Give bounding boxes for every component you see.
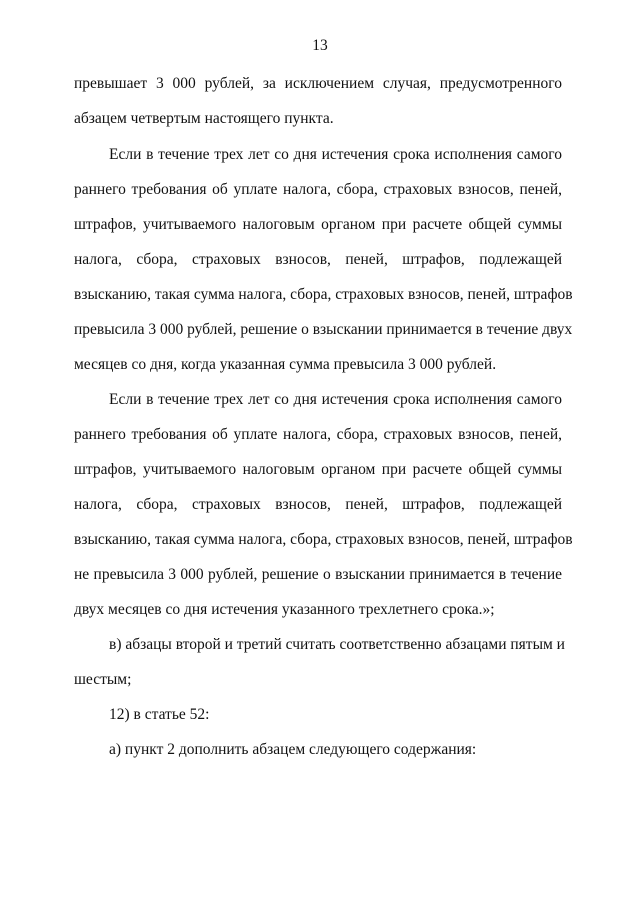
text-line: налога, сбора, страховых взносов, пеней, штрафов, подлежащей: [74, 496, 562, 513]
text-line: в) абзацы второй и третий считать соответственно абзацами пятым и: [109, 636, 565, 653]
text-line: двух месяцев со дня истечения указанного трехлетнего срока.»;: [74, 601, 495, 618]
text-line: месяцев со дня, когда указанная сумма превысила 3 000 рублей.: [74, 356, 497, 373]
text-line: не превысила 3 000 рублей, решение о взыскании принимается в течение: [74, 566, 562, 583]
text-line: штрафов, учитываемого налоговым органом при расчете общей суммы: [74, 216, 562, 233]
text-line: абзацем четвертым настоящего пункта.: [74, 110, 334, 127]
text-line: раннего требования об уплате налога, сбора, страховых взносов, пеней,: [74, 426, 562, 443]
text-line: взысканию, такая сумма налога, сбора, страховых взносов, пеней, штрафов: [74, 286, 573, 303]
text-line: превысила 3 000 рублей, решение о взыскании принимается в течение двух: [74, 321, 573, 338]
text-line: превышает 3 000 рублей, за исключением случая, предусмотренного: [74, 75, 562, 92]
text-line: шестым;: [74, 671, 132, 688]
text-line: Если в течение трех лет со дня истечения срока исполнения самого: [109, 391, 562, 408]
text-line: взысканию, такая сумма налога, сбора, страховых взносов, пеней, штрафов: [74, 531, 573, 548]
text-line: раннего требования об уплате налога, сбора, страховых взносов, пеней,: [74, 181, 562, 198]
text-line: штрафов, учитываемого налоговым органом при расчете общей суммы: [74, 461, 562, 478]
text-line: налога, сбора, страховых взносов, пеней, штрафов, подлежащей: [74, 251, 562, 268]
page-number: 13: [312, 37, 328, 54]
text-line: а) пункт 2 дополнить абзацем следующего содержания:: [109, 741, 477, 758]
text-line: 12) в статье 52:: [109, 706, 210, 723]
text-line: Если в течение трех лет со дня истечения срока исполнения самого: [109, 146, 562, 163]
